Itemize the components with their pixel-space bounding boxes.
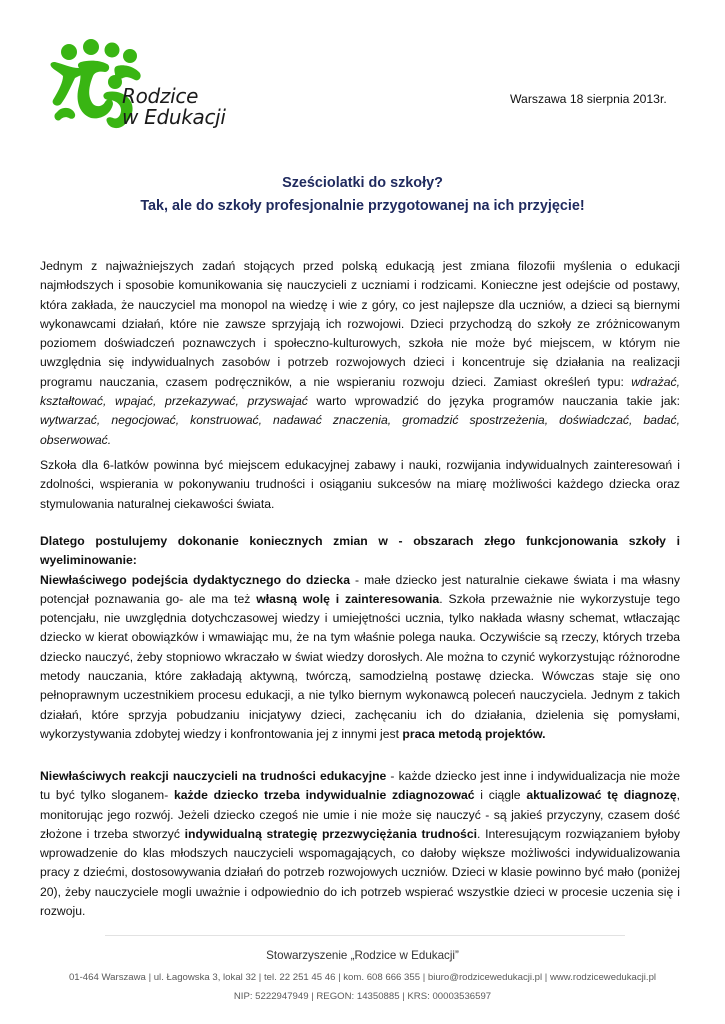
p3-bold-2: własną wolę i zainteresowania <box>256 591 440 606</box>
footer-address: 01-464 Warszawa | ul. Łagowska 3, lokal 32 | tel. 22 251 45 46 | kom. 608 666 355 | biuro@rodzicewedukacji.pl | www.rodzicewedukacji.pl <box>68 972 657 983</box>
paragraph-postulates <box>40 532 680 744</box>
title-line-2: Tak, ale do szkoły profesjonalnie przygotowanej na ich przyjęcie! <box>140 198 585 214</box>
p4-bold-3: aktualizować tę diagnozę <box>526 788 677 803</box>
p4-text-3: , monitorując jego rozwój. Jeżeli dziecko czegoś nie umie i nie może się nauczyć - są jakieś przyczyny, czasem dość złożone i trzeba stworzyć <box>40 788 680 841</box>
p3-bold-1: Niewłaściwego podejścia dydaktycznego do dziecka <box>40 572 350 587</box>
p1-text-b: warto wprowadzić do języka programów nauczania takie jak: <box>307 394 680 409</box>
p4-bold-4: indywidualną strategię przezwyciężania trudności <box>184 826 478 841</box>
footer-registry-ids: NIP: 5222947949 | REGON: 14350885 | KRS: 00003536597 <box>233 991 492 1002</box>
logo-line-1: Rodzice <box>122 84 199 108</box>
p3-lead: Dlatego postulujemy dokonanie koniecznych zmian w - obszarach złego funkcjonowania szkoły i wyeliminowanie: <box>40 534 680 568</box>
p1-text-a: Jednym z najważniejszych zadań stojących przed polską edukacją jest zmiana filozofii myślenia o edukacji najmłodszych i sposobie komunikowania się nauczycieli z uczniami i rodzicami. Konieczne jest odejście od postawy, która zakłada, że nauczyciel ma monopol na wiedzę i wie z góry, co jest najlepsze dla uczniów, a dzieci są biernymi wykonawcami działań, które nie zawsze sprzyjają ich rozwojowi. Dzieci przychodzą do szkoły ze zróżnicowanym poziomem doświadczeń poznawczych i społeczno-kulturowych, szkoła nie może być miejscem, w którym nie uwzględnia się indywidualnych zasobów i potrzeb rozwojowych dzieci i koncentruje się działania na realizacji programu nauczania, czasem podręczników, a nie wspieraniu rozwoju dzieci. Zamiast określeń typu: <box>40 259 680 389</box>
p1-italic-1: wdrażać, kształtować, wpajać, przekazywać, przyswajać <box>40 374 680 409</box>
logo-line-2: w Edukacji <box>122 105 226 129</box>
p4-text-2: i ciągle <box>474 788 527 803</box>
p3-text-2: . Szkoła przeważnie nie wykorzystuje tego potencjału, nie uwzględnia dotychczasowej wiedzy i umiejętności ucznia, tylko nakłada własny schemat, wtłaczając dziecko w kierat obowiązków i wmawiając mu, że na tym właśnie polega nauka. Oczywiście są rzeczy, których trzeba dziecko nauczyć, żeby stopniowo wkraczało w świat wiedzy dorosłych. Ale można to czynić wykorzystując różnorodne metody nauczania, które zakładają aktywną, twórczą, samodzielną postawę dziecka. Wówczas staje się ono pełnoprawnym uczestnikiem procesu edukacji, a nie tylko biernym wykonawcą poleceń nauczyciela. Jednym z takich działań, które sprzyja pobudzaniu inicjatywy dzieci, zachęcaniu ich do działania, dzielenia się pomysłami, wykorzystywania zdobytej wiedzy i konfrontowania jej z innymi jest <box>40 591 680 741</box>
letter-date: Warszawa 18 sierpnia 2013r. <box>510 92 667 106</box>
p4-text-4: . Interesującym rozwiązaniem byłoby wprowadzenie do klas młodszych nauczycieli wspomagających, co dałoby większe możliwości indywidualizowania pracy z dziećmi, dostosowywania działań do potrzeb rozwojowych uczniów. Dzieci w klasie powinno być mało (poniżej 20), żeby nauczyciele mogli uważnie i odpowiednio do ich potrzeb wspierać wszystkie dzieci w procesie uczenia się i rozwoju. <box>40 826 680 919</box>
paragraph-teacher-reactions <box>40 767 680 921</box>
p3-text-1: - małe dziecko jest naturalnie ciekawe świata i ma własny potencjał poznawania go- ale ma też <box>40 572 681 606</box>
footer-organization: Stowarzyszenie „Rodzice w Edukacji” <box>266 949 459 962</box>
p1-italic-2: wytwarzać, negocjować, konstruować, nadawać znaczenia, gromadzić spostrzeżenia, doświadczać, badać, obserwować. <box>40 413 680 447</box>
paragraph-school-role: Szkoła dla 6-latków powinna być miejscem edukacyjnej zabawy i nauki, rozwijania indywidualnych zainteresowań i zdolności, wspierania w pokonywaniu trudności i osiąganiu sukcesów na miarę możliwości każdego dziecka oraz stymulowania naturalnej ciekawości świata. <box>40 458 680 511</box>
paragraph-intro <box>40 257 680 450</box>
p3-bold-3: praca metodą projektów. <box>402 726 546 741</box>
p4-text-1: - każde dziecko jest inne i indywidualizacja nie może tu być tylko sloganem- <box>40 769 680 803</box>
footer-divider <box>105 935 625 936</box>
p4-bold-1: Niewłaściwych reakcji nauczycieli na trudności edukacyjne <box>40 769 387 783</box>
title-line-1: Sześciolatki do szkoły? <box>282 175 443 191</box>
p4-bold-2: każde dziecko trzeba indywidualnie zdiagnozować <box>174 788 475 803</box>
logo-wordmark <box>122 86 232 128</box>
